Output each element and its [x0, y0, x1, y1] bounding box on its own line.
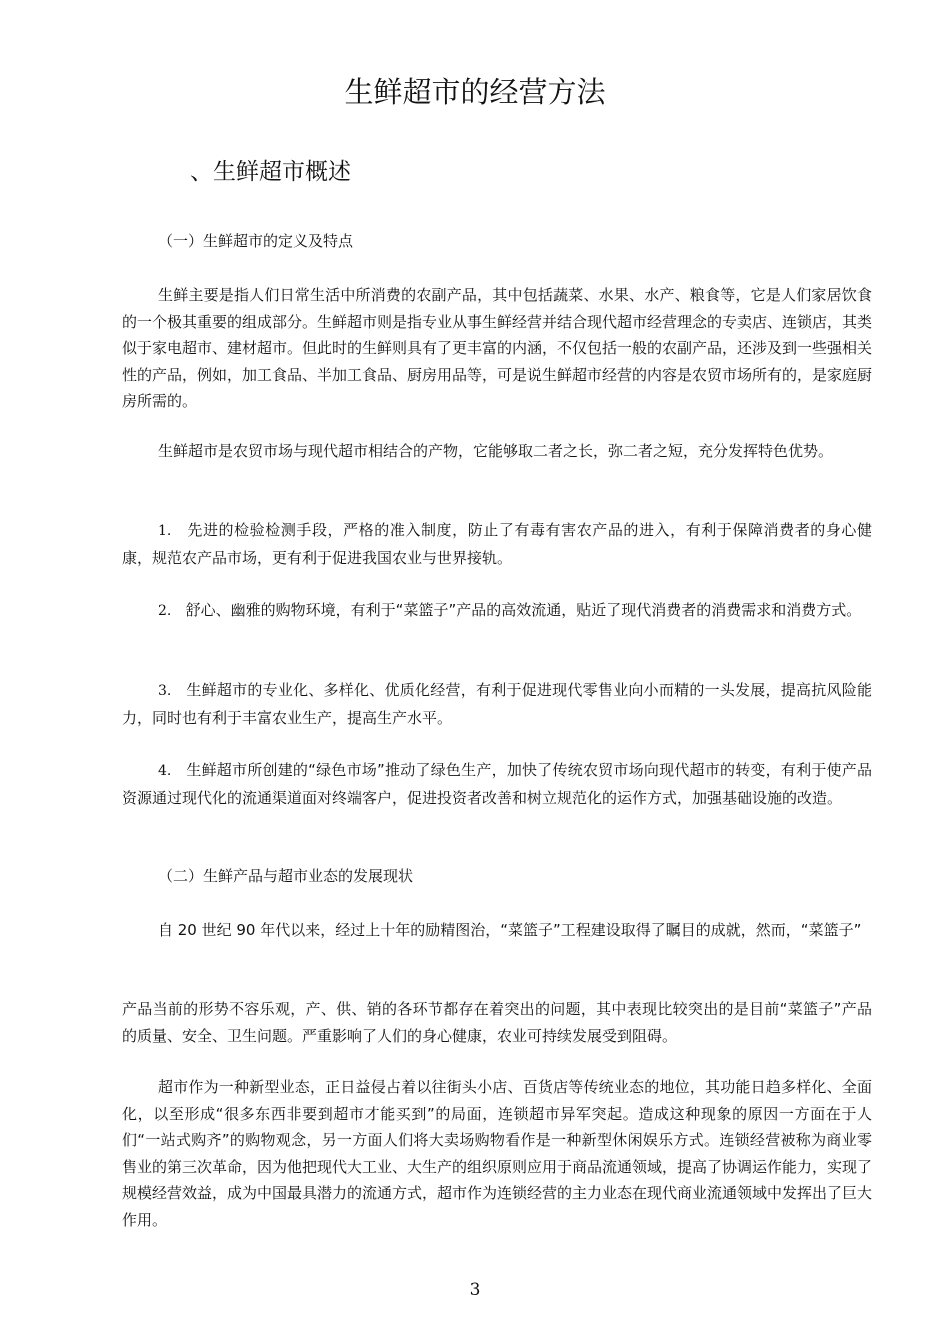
subheading-development: （二）生鲜产品与超市业态的发展现状: [158, 867, 414, 885]
list-item: [122, 677, 872, 731]
list-item-text: 舒心、幽雅的购物环境，有利于“菜篮子”产品的高效流通，贴近了现代消费者的消费需求和消费方式。: [185, 601, 862, 619]
list-item-number: 2.: [158, 603, 172, 619]
list-item-number: 1.: [158, 523, 172, 539]
list-item-number: 3.: [158, 683, 172, 699]
list-item: [122, 597, 872, 625]
section-heading: 、生鲜超市概述: [190, 159, 351, 185]
list-item-text: 生鲜超市的专业化、多样化、优质化经营，有利于促进现代零售业向小而精的一头发展，提高抗风险能力，同时也有利于丰富农业生产，提高生产水平。: [122, 681, 872, 727]
list-item: [122, 757, 872, 811]
list-item-text: 先进的检验检测手段，严格的准入制度，防止了有毒有害农产品的进入，有利于保障消费者的身心健康，规范农产品市场，更有利于促进我国农业与世界接轨。: [122, 521, 872, 567]
list-item-text: 生鲜超市所创建的“绿色市场”推动了绿色生产，加快了传统农贸市场向现代超市的转变，有利于使产品资源通过现代化的流通渠道面对终端客户，促进投资者改善和树立规范化的运作方式，加强基础设施的改造。: [122, 761, 872, 807]
paragraph-definition: 生鲜主要是指人们日常生活中所消费的农副产品，其中包括蔬菜、水果、水产、粮食等，它是人们家居饮食的一个极其重要的组成部分。生鲜超市则是指专业从事生鲜经营并结合现代超市经营理念的专卖店、连锁店，其类似于家电超市、建材超市。但此时的生鲜则具有了更丰富的内涵，不仅包括一般的农副产品，还涉及到一些强相关性的产品，例如，加工食品、半加工食品、厨房用品等，可是说生鲜超市经营的内容是农贸市场所有的，是家庭厨房所需的。: [122, 286, 873, 410]
paragraph-since-1990s: 自 20 世纪 90 年代以来，经过上十年的励精图治，“菜篮子”工程建设取得了瞩目的成就，然而，“菜篮子”: [158, 921, 862, 939]
subheading-definition: （一）生鲜超市的定义及特点: [158, 232, 354, 250]
page-title: 生鲜超市的经营方法: [344, 75, 606, 109]
paragraph-supermarket-format: 超市作为一种新型业态，正日益侵占着以往街头小店、百货店等传统业态的地位，其功能日趋多样化、全面化，以至形成“很多东西非要到超市才能买到”的局面，连锁超市异军突起。造成这种现象的原因一方面在于人们“一站式购齐”的购物观念，另一方面人们将大卖场购物看作是一种新型休闲娱乐方式。连锁经营被称为商业零售业的第三次革命，因为他把现代大工业、大生产的组织原则应用于商品流通领域，提高了协调运作能力，实现了规模经营效益，成为中国最具潜力的流通方式，超市作为连锁经营的主力业态在现代商业流通领域中发挥出了巨大作用。: [122, 1078, 873, 1229]
page-number: 3: [469, 1280, 481, 1300]
list-item: [122, 517, 872, 571]
list-item-number: 4.: [158, 763, 172, 779]
paragraph-current-situation: 产品当前的形势不容乐观，产、供、销的各环节都存在着突出的问题，其中表现比较突出的是目前“菜篮子”产品的质量、安全、卫生问题。严重影响了人们的身心健康，农业可持续发展受到阻碍。: [122, 1000, 872, 1045]
paragraph-combination: 生鲜超市是农贸市场与现代超市相结合的产物，它能够取二者之长，弥二者之短，充分发挥特色优势。: [158, 442, 834, 460]
